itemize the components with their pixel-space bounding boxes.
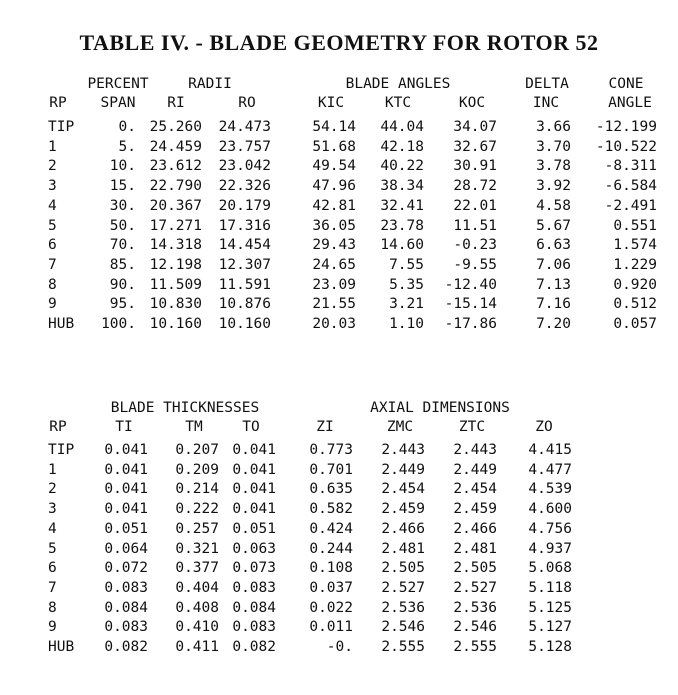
table-cell: 0.083 [232,619,276,636]
table-cell: 0.083 [104,619,148,636]
table-cell: 5.67 [536,217,571,234]
table-cell: 0.082 [232,639,276,655]
table-cell: 0.377 [175,560,219,577]
table-cell: 0.011 [309,619,353,636]
column-header: SPAN [100,95,136,111]
table-cell: 2.454 [381,481,425,498]
table-title: TABLE IV. - BLADE GEOMETRY FOR ROTOR 52 [79,30,599,55]
group-header: BLADE THICKNESSES [110,400,260,416]
table-cell: 2.527 [381,579,425,596]
table-cell: 23.042 [218,158,271,175]
table-cell: 0.404 [175,579,219,596]
table-cell: 3.21 [389,296,424,313]
row-label: 7 [48,579,57,596]
table-cell: -15.14 [444,296,497,313]
table-cell: 12.307 [218,256,271,273]
table-cell: 0.083 [232,579,276,596]
table-cell: 70. [109,237,136,254]
table-cell: 100. [101,316,136,332]
table-cell: 0.022 [309,599,353,616]
table-cell: 11.51 [453,217,497,234]
column-header: KIC [317,95,345,111]
table-cell: 0.635 [309,481,353,498]
table-cell: 0.424 [309,520,353,537]
table-cell: 24.459 [149,138,202,155]
table-cell: -0. [326,639,353,655]
table-cell: 7.06 [536,256,571,273]
column-header: RP [49,419,67,435]
table-cell: 90. [109,276,136,293]
row-label: HUB [48,639,75,655]
table-cell: 2.536 [381,599,425,616]
table-cell: 0.037 [309,579,353,596]
column-header: INC [532,95,560,111]
table-cell: 51.68 [312,138,356,155]
table-cell: 47.96 [312,178,356,195]
table-cell: 5.118 [528,579,572,596]
table-cell: 2.546 [381,619,425,636]
table-cell: 24.473 [218,119,271,135]
table-cell: 4.415 [528,442,572,458]
table-cell: 4.756 [528,520,572,537]
table-cell: 0.244 [309,540,353,557]
table-cell: 7.13 [536,276,571,293]
table-cell: 30. [109,197,136,214]
table-cell: 3.92 [536,178,571,195]
table-cell: 1.229 [613,256,657,273]
table-cell: -12.199 [595,119,657,135]
table-cell: 0.041 [104,501,148,518]
row-label: 3 [48,501,57,518]
row-label: 1 [48,138,57,155]
table-cell: 0.063 [232,540,276,557]
table-cell: 6.63 [536,237,571,254]
row-label: 6 [48,560,57,577]
table-cell: 0.408 [175,599,219,616]
row-label: 8 [48,599,57,616]
table-cell: 24.65 [312,256,356,273]
group-header: AXIAL DIMENSIONS [370,400,510,416]
table-cell: 7.20 [536,316,571,332]
row-label: 1 [48,461,57,478]
table-cell: 38.34 [380,178,424,195]
table-cell: 5. [118,138,136,155]
table-cell: 1.574 [613,237,657,254]
table-cell: 44.04 [380,119,424,135]
table-cell: 0.041 [232,442,276,458]
table-cell: 95. [109,296,136,313]
table-cell: 22.790 [149,178,202,195]
table-cell: 2.454 [453,481,497,498]
table-cell: 34.07 [453,119,497,135]
table-cell: 0.701 [309,461,353,478]
table-cell: 0.041 [232,461,276,478]
row-label: 7 [48,256,57,273]
row-label: 2 [48,158,57,175]
table-cell: 0.108 [309,560,353,577]
table-cell: 0.512 [613,296,657,313]
table-cell: 54.14 [312,119,356,135]
table-cell: 3.78 [536,158,571,175]
table-cell: 10.830 [149,296,202,313]
table-cell: 10.160 [218,316,271,332]
table-cell: 22.01 [453,197,497,214]
row-label: 3 [48,178,57,195]
table-cell: 0.041 [104,481,148,498]
table-cell: 17.316 [218,217,271,234]
table-cell: 29.43 [312,237,356,254]
table-cell: 0.083 [104,579,148,596]
group-header: RADII [188,76,232,92]
table-cell: 1.10 [389,316,424,332]
column-header: TI [115,419,133,435]
table-cell: 2.505 [381,560,425,577]
row-label: 8 [48,276,57,293]
group-header: BLADE ANGLES [345,76,451,92]
row-label: 4 [48,197,57,214]
table-cell: 5.068 [528,560,572,577]
table-cell: 4.58 [536,197,571,214]
column-header: TM [185,419,203,435]
table-cell: -6.584 [604,178,657,195]
table-cell: 0.551 [613,217,657,234]
table-cell: 20.179 [218,197,271,214]
table-cell: 0.057 [613,316,657,332]
table-cell: 20.03 [312,316,356,332]
column-header: ZI [316,419,334,435]
table-cell: 0.214 [175,481,219,498]
table-cell: 2.466 [381,520,425,537]
table-cell: 2.449 [381,461,425,478]
column-header: ANGLE [608,95,652,111]
table-cell: 5.125 [528,599,572,616]
table-cell: 2.546 [453,619,497,636]
table-cell: 0.082 [104,639,148,655]
table-cell: 42.81 [312,197,356,214]
table-cell: -9.55 [453,256,497,273]
column-header: ZTC [458,419,486,435]
table-cell: 0.084 [104,599,148,616]
table-cell: 5.35 [389,276,424,293]
table-cell: 0.209 [175,461,219,478]
row-label: HUB [48,316,75,332]
column-header: KTC [384,95,412,111]
table-cell: 3.70 [536,138,571,155]
column-header: TO [242,419,260,435]
group-header: CONE [608,76,644,92]
table-cell: 7.55 [389,256,424,273]
table-cell: 2.555 [381,639,425,655]
table-cell: 2.527 [453,579,497,596]
table-cell: -0.23 [453,237,497,254]
table-cell: 0.582 [309,501,353,518]
table-cell: 0.920 [613,276,657,293]
table-cell: 0.222 [175,501,219,518]
table-cell: 2.481 [381,540,425,557]
table-cell: 0.773 [309,442,353,458]
table-cell: -10.522 [595,138,657,155]
table-cell: 50. [109,217,136,234]
table-cell: 2.466 [453,520,497,537]
table-cell: 0.064 [104,540,148,557]
table-cell: 2.459 [381,501,425,518]
table-cell: 0.041 [104,461,148,478]
group-header: PERCENT [87,76,149,92]
table-cell: 4.477 [528,461,572,478]
table-cell: 5.128 [528,639,572,655]
table-cell: 14.318 [149,237,202,254]
table-cell: 22.326 [218,178,271,195]
column-header: ZMC [386,419,414,435]
table-cell: 0. [118,119,136,135]
table-cell: 2.536 [453,599,497,616]
row-label: 9 [48,296,57,313]
table-cell: 0.041 [232,481,276,498]
table-cell: 0.051 [232,520,276,537]
table-cell: 12.198 [149,256,202,273]
table-cell: 10.876 [218,296,271,313]
table-cell: 85. [109,256,136,273]
group-header: DELTA [525,76,569,92]
row-label: 5 [48,540,57,557]
table-cell: 0.041 [232,501,276,518]
table-cell: 30.91 [453,158,497,175]
table-cell: 2.443 [453,442,497,458]
column-header: RI [167,95,185,111]
table-cell: 2.481 [453,540,497,557]
table-cell: 0.041 [104,442,148,458]
table-cell: 2.505 [453,560,497,577]
table-cell: -2.491 [604,197,657,214]
table-cell: 20.367 [149,197,202,214]
table-cell: 10.160 [149,316,202,332]
table-cell: 0.207 [175,442,219,458]
table-cell: 11.509 [149,276,202,293]
column-header: KOC [458,95,486,111]
table-cell: 40.22 [380,158,424,175]
table-cell: 0.072 [104,560,148,577]
table-cell: 28.72 [453,178,497,195]
table-cell: 2.459 [453,501,497,518]
table-cell: 32.67 [453,138,497,155]
table-cell: 2.443 [381,442,425,458]
table-cell: 23.78 [380,217,424,234]
table-cell: 2.555 [453,639,497,655]
table-cell: 42.18 [380,138,424,155]
table-cell: 23.757 [218,138,271,155]
row-label: TIP [48,442,75,458]
column-header: ZO [535,419,553,435]
table-cell: 0.084 [232,599,276,616]
table-cell: 25.260 [149,119,202,135]
table-cell: 10. [109,158,136,175]
table-cell: 15. [109,178,136,195]
row-label: TIP [48,119,75,135]
table-cell: 0.411 [175,639,219,655]
table-cell: 32.41 [380,197,424,214]
table-cell: 11.591 [218,276,271,293]
table-cell: 36.05 [312,217,356,234]
table-cell: -8.311 [604,158,657,175]
table-cell: 0.321 [175,540,219,557]
table-cell: 49.54 [312,158,356,175]
table-cell: 14.454 [218,237,271,254]
table-cell: 5.127 [528,619,572,636]
table-cell: 7.16 [536,296,571,313]
table-cell: 23.09 [312,276,356,293]
table-cell: 2.449 [453,461,497,478]
table-cell: 0.073 [232,560,276,577]
row-label: 2 [48,481,57,498]
table-cell: 0.410 [175,619,219,636]
row-label: 9 [48,619,57,636]
table-cell: 23.612 [149,158,202,175]
table-cell: 4.937 [528,540,572,557]
table-cell: 0.051 [104,520,148,537]
table-cell: 14.60 [380,237,424,254]
table-cell: 0.257 [175,520,219,537]
table-cell: -12.40 [444,276,497,293]
row-label: 4 [48,520,57,537]
table-cell: 3.66 [536,119,571,135]
table-cell: 4.600 [528,501,572,518]
table-cell: 17.271 [149,217,202,234]
table-cell: 4.539 [528,481,572,498]
column-header: RO [238,95,256,111]
table-cell: 21.55 [312,296,356,313]
row-label: 6 [48,237,57,254]
column-header: RP [49,95,67,111]
row-label: 5 [48,217,57,234]
table-cell: -17.86 [444,316,497,332]
